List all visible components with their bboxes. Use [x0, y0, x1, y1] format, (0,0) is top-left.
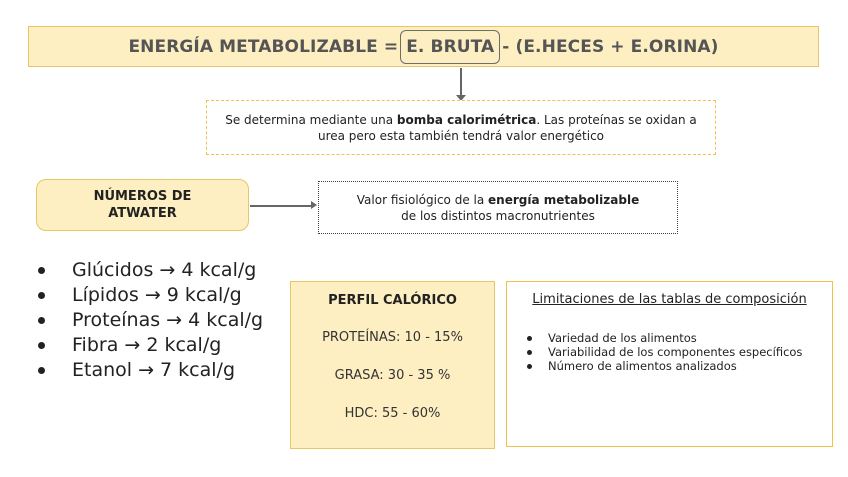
list-item — [527, 331, 820, 345]
bullet-icon — [38, 267, 45, 274]
limitation-text: Variedad de los alimentos — [548, 331, 697, 345]
bomb-note-bold: bomba calorimétrica — [396, 112, 537, 127]
bomb-note-before: Se determina mediante una — [225, 112, 397, 127]
bullet-icon — [527, 364, 532, 369]
atwater-item-text: Proteínas → 4 kcal/g — [72, 309, 264, 331]
bullet-icon — [527, 336, 532, 341]
list-item — [38, 258, 263, 283]
atwater-item-text: Lípidos → 9 kcal/g — [72, 284, 242, 306]
caloric-profile-box — [290, 281, 495, 449]
atwater-list — [38, 258, 263, 383]
valor-note-after: de los distintos macronutrientes — [401, 208, 595, 223]
arrow-down-connector — [460, 68, 462, 96]
formula-right: - (E.HECES + E.ORINA) — [502, 36, 719, 57]
atwater-item-text: Fibra → 2 kcal/g — [72, 334, 222, 356]
atwater-item-text: Glúcidos → 4 kcal/g — [72, 259, 257, 281]
limitations-title: Limitaciones de las tablas de composición — [532, 292, 807, 307]
list-item — [38, 283, 263, 308]
caloric-profile-row: HDC: 55 - 60% — [344, 406, 441, 421]
caloric-profile-title: PERFIL CALÓRICO — [328, 293, 457, 308]
atwater-item-text: Etanol → 7 kcal/g — [72, 359, 236, 381]
list-item — [527, 359, 820, 373]
formula-title — [28, 26, 819, 67]
bullet-icon — [38, 342, 45, 349]
caloric-profile-row: GRASA: 30 - 35 % — [334, 368, 451, 383]
list-item — [527, 345, 820, 359]
formula-boxed-term: E. BRUTA — [400, 30, 500, 64]
bomb-calorimeter-note — [206, 100, 716, 155]
physiological-value-note — [318, 181, 678, 234]
list-item — [38, 358, 263, 383]
bullet-icon — [38, 317, 45, 324]
limitations-list — [507, 331, 832, 373]
valor-note-text — [357, 192, 639, 224]
bomb-note-text — [219, 112, 703, 144]
bomb-note-after: . Las proteínas se oxidan a urea pero esta también tendrá valor energético — [317, 112, 697, 143]
atwater-label-box — [36, 179, 249, 231]
list-item — [38, 333, 263, 358]
limitation-text: Variabilidad de los componentes específicos — [548, 345, 803, 359]
valor-note-before: Valor fisiológico de la — [356, 192, 489, 207]
list-item — [38, 308, 263, 333]
bullet-icon — [527, 350, 532, 355]
limitation-text: Número de alimentos analizados — [548, 359, 737, 373]
valor-note-bold: energía metabolizable — [488, 192, 640, 207]
table-limitations-box — [506, 281, 833, 447]
bullet-icon — [38, 367, 45, 374]
caloric-profile-row: PROTEÍNAS: 10 - 15% — [322, 330, 463, 345]
formula-left: ENERGÍA METABOLIZABLE = — [128, 36, 399, 57]
arrow-right-connector — [250, 205, 312, 207]
atwater-label: NÚMEROS DE ATWATER — [93, 189, 192, 221]
bullet-icon — [38, 292, 45, 299]
